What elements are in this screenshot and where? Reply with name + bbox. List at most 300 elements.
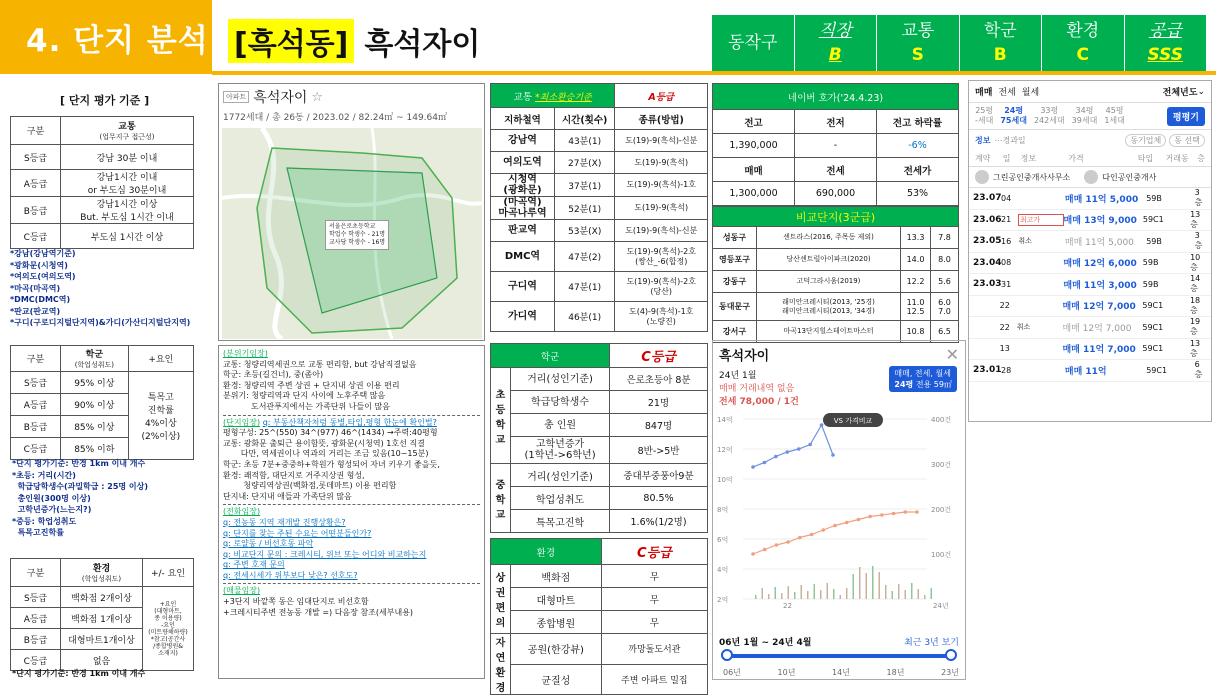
- lease-point: [786, 540, 790, 544]
- trade-chart-panel: [712, 340, 966, 680]
- table-cell: 53%: [877, 182, 959, 206]
- slider-label: 23년: [941, 668, 959, 677]
- table-cell: 90% 이상: [61, 394, 129, 416]
- table-row: [11, 587, 194, 608]
- table-row: [11, 224, 194, 249]
- list-item[interactable]: 23.07 04 매매 11억 5,000 59B 3층: [969, 188, 1211, 210]
- table-cell: 7.8: [931, 227, 959, 249]
- table-cell: 도(19)-9(흑석)-2호 (쌍산_-6(합정): [615, 242, 708, 272]
- volume-bar: [879, 572, 881, 599]
- table-cell: A등급: [615, 84, 708, 108]
- table-cell: 동대문구: [713, 293, 757, 321]
- sale-point: [774, 455, 778, 459]
- table-cell: 6.0 7.0: [931, 293, 959, 321]
- volume-bar: [931, 588, 933, 599]
- table-cell: B등급: [11, 629, 61, 650]
- sale-point: [820, 423, 824, 427]
- table-row: [491, 152, 708, 174]
- recent-3y-button[interactable]: 최근 3년 보기: [904, 638, 959, 648]
- table-cell: 전고: [713, 110, 795, 134]
- table-cell: 강남 30분 이내: [61, 145, 194, 170]
- table-row: [491, 302, 708, 332]
- table-cell: 95% 이상: [61, 372, 129, 394]
- volume-bar: [866, 573, 868, 599]
- table-cell: 부도심 1시간 이상: [61, 224, 194, 249]
- table-cell: 690,000: [795, 182, 877, 206]
- lease-point: [751, 552, 755, 556]
- table-cell: 1,300,000: [713, 182, 795, 206]
- table-cell: 마곡13단지힐스테이트마스터: [757, 321, 901, 343]
- school-criteria-table: [10, 345, 194, 460]
- lease-point: [845, 521, 849, 525]
- table-cell: 학군: [491, 344, 610, 368]
- naver-price-table: [712, 83, 959, 206]
- table-cell: S등급: [11, 372, 61, 394]
- sale-point: [831, 453, 835, 457]
- year-select[interactable]: 전체년도: [1162, 88, 1198, 98]
- cell: 교통 (업무지구 접근성): [61, 117, 194, 145]
- volume-bar: [892, 591, 894, 599]
- table-cell: 47분(1): [554, 272, 614, 302]
- table-cell: 없음: [61, 650, 143, 671]
- list-item[interactable]: 23.03 31 매매 11억 3,000 59B 14층: [969, 274, 1211, 296]
- map-view[interactable]: [222, 128, 482, 339]
- table-cell: +/- 요인: [143, 559, 194, 587]
- y-tick-label: 10억: [717, 476, 733, 484]
- volume-bar: [775, 587, 777, 599]
- section-title: 4. 단지 분석: [0, 0, 212, 74]
- compare-button[interactable]: 평평기: [1167, 107, 1205, 126]
- table-cell: 까망돌도서관: [601, 634, 707, 665]
- table-cell: B등급: [11, 416, 61, 438]
- table-cell: 은로초등아 8분: [610, 368, 708, 391]
- env-criteria-table: [10, 558, 194, 671]
- volume-bar: [833, 589, 835, 599]
- table-cell: 도(19)-9(흑석)-1호: [615, 174, 708, 197]
- table-cell: 센트라스(2016, 주목동 제외): [757, 227, 901, 249]
- table-row: [491, 272, 708, 302]
- avatar: [975, 170, 989, 184]
- table-cell: 구분: [11, 346, 61, 372]
- slider-label: 10년: [777, 668, 796, 677]
- transport-notes: *강남(강남역기준) *광화문(시청역) *여의도(여의도역) *마곡(마곡역) *DMC(DMC역) *판교(판교역) *구디(구로디지털단지역)&가디(가산디지털단지역): [10, 249, 191, 327]
- lease-label: 전세 78,000 / 1건: [719, 397, 799, 407]
- grade-bar: [712, 15, 1206, 71]
- lease-point: [892, 512, 896, 516]
- lease-point: [763, 548, 767, 552]
- table-row: [11, 145, 194, 170]
- volume-bar: [827, 583, 829, 599]
- y-tick-label: 14억: [717, 416, 733, 424]
- chip[interactable]: 동 선택: [1169, 134, 1205, 147]
- table-cell: 전세: [795, 158, 877, 182]
- table-row: [491, 588, 708, 611]
- table-cell: 80.5%: [610, 487, 708, 510]
- x-tick-label: 24년: [933, 602, 949, 609]
- table-row: [713, 271, 959, 293]
- volume-bar: [872, 566, 874, 599]
- table-cell: 37분(1): [554, 174, 614, 197]
- volume-bar: [905, 590, 907, 599]
- table-cell: 21명: [610, 391, 708, 414]
- table-cell: 자연 환경: [491, 634, 511, 695]
- size-tab[interactable]: 33평 242세대: [1033, 106, 1065, 125]
- table-cell: 상 권 편 의: [491, 565, 511, 634]
- apt-tag: 아파트: [223, 91, 249, 103]
- list-item[interactable]: 23.04 08 매매 12억 6,000 59B 10층: [969, 253, 1211, 275]
- table-cell: 6.5: [931, 321, 959, 343]
- table-cell: 847명: [610, 414, 708, 437]
- vs-button[interactable]: VS 가격비교: [833, 417, 873, 425]
- lease-point: [903, 510, 907, 514]
- volume-bar: [788, 586, 790, 599]
- list-item[interactable]: 13 매매 11억 7,000 59C1 13층: [969, 339, 1211, 361]
- table-row: [491, 565, 708, 588]
- table-cell: 전세가: [877, 158, 959, 182]
- table-cell: 학업성취도: [511, 487, 610, 510]
- table-cell: 특목고 진학률 4%이상 (2%이상): [128, 372, 193, 460]
- map-apt-name: 흑석자이: [253, 90, 308, 106]
- volume-bar: [801, 585, 803, 599]
- slider-label: 06년: [723, 668, 741, 677]
- volume-bar: [840, 595, 842, 599]
- y-tick-label: 2억: [717, 596, 729, 604]
- table-cell: 거리(성인기준): [511, 464, 610, 487]
- lease-point: [798, 536, 802, 540]
- table-cell: 14.0: [901, 249, 931, 271]
- lease-point: [821, 528, 825, 532]
- table-row: [11, 197, 194, 224]
- lease-point: [833, 524, 837, 528]
- apt-summary: 1772세대 / 총 26동 / 2023.02 / 82.24㎡ ~ 149.64㎡: [223, 113, 447, 123]
- lease-point: [868, 515, 872, 519]
- table-cell: 공원(한강뷰): [511, 634, 602, 665]
- y-tick-label: 4억: [717, 566, 729, 574]
- table-row: [11, 170, 194, 197]
- size-tab[interactable]: 24평 75세대: [1000, 106, 1027, 125]
- table-cell: 강서구: [713, 321, 757, 343]
- table-cell: A등급: [11, 394, 61, 416]
- volume-bar: [918, 589, 920, 599]
- table-cell: 강남1시간 이내 or 부도심 30분이내: [61, 170, 194, 197]
- range-label: 06년 1월 ~ 24년 4월: [719, 638, 812, 648]
- table-cell: 중대부중풍아9분: [610, 464, 708, 487]
- grade-3: 학군 B: [960, 15, 1043, 71]
- compare-table: [712, 206, 959, 343]
- table-cell: 53분(X): [554, 220, 614, 242]
- table-cell: C등급: [11, 438, 61, 460]
- table-cell: 지하철역: [491, 108, 555, 130]
- table-row: [491, 368, 708, 391]
- table-cell: C등급: [11, 650, 61, 671]
- table-row: [713, 249, 959, 271]
- volume-bar: [885, 585, 887, 599]
- table-cell: 종합병원: [511, 611, 602, 634]
- list-item[interactable]: 23.05 16 취소 매매 11억 5,000 59B 3층: [969, 231, 1211, 253]
- table-cell: 강남1시간 이상 But. 부도심 1시간 이내: [61, 197, 194, 224]
- lease-point: [915, 510, 919, 514]
- transport-table: [490, 83, 708, 332]
- table-cell: 강동구: [713, 271, 757, 293]
- table-cell: 중 학 교: [491, 464, 511, 533]
- table-cell: C등급: [11, 224, 61, 249]
- table-cell: 전고 하락률: [877, 110, 959, 134]
- chart-title: 흑석자이: [719, 349, 770, 364]
- table-row: [491, 634, 708, 665]
- table-cell: A등급: [11, 608, 61, 629]
- table-row: [491, 437, 708, 464]
- table-cell: DMC역: [491, 242, 555, 272]
- table-row: [11, 372, 194, 394]
- y2-tick-label: 300건: [931, 461, 952, 469]
- table-cell: 판교역: [491, 220, 555, 242]
- table-cell: 영등포구: [713, 249, 757, 271]
- table-row: [491, 220, 708, 242]
- tab-0[interactable]: 매매: [975, 88, 993, 98]
- apt-name: 흑석자이: [364, 27, 481, 62]
- env-table: [490, 538, 708, 695]
- table-cell: B등급: [11, 197, 61, 224]
- table-cell: 27분(X): [554, 152, 614, 174]
- table-cell: 총 인원: [511, 414, 610, 437]
- table-row: [491, 664, 708, 695]
- table-cell: 1.6%(1/2명): [610, 510, 708, 533]
- volume-bar: [911, 583, 913, 599]
- table-cell: 구분: [11, 559, 61, 587]
- table-cell: 환경 (학업성취도): [61, 559, 143, 587]
- volume-bar: [846, 588, 848, 599]
- table-row: [491, 510, 708, 533]
- table-cell: 도(19)-9(흑석): [615, 197, 708, 220]
- slider-handle-right[interactable]: [945, 649, 957, 661]
- school-notes: *단지 평가기준: 반경 1km 이내 개수 *초등: 거리(시간) 학급당학생수(과밀학급 : 25명 이상) 총인원(300명 이상) 고학년증가(느는지?) *중등: 학업성취도 특목고진학률: [12, 459, 149, 537]
- table-cell: (마곡역) 마곡나루역: [491, 197, 555, 220]
- list-item[interactable]: 22 매매 12억 7,000 59C1 18층: [969, 296, 1211, 318]
- table-cell: 대형마트1개이상: [61, 629, 143, 650]
- sale-point: [797, 447, 801, 451]
- table-cell: 가디역: [491, 302, 555, 332]
- slider-handle-left[interactable]: [721, 649, 733, 661]
- listing-panel: 매매 전세 월세 전체년도 ⌄ 25평 -세대 24평 75세대 33평 242세대 34평 39세대 45평 1세대 평평기 정보 ⋯ 경과일 동기업체 동 선택 계약 일 정보 가격 타입 거래동 층 그린공인중개사사무소 다인공인중개사 23.07 04 매매 11억 5,000 59B 3층 23.06 21 최고가 매매 13억 9,000 59C1 13층 23.05 16 취소 매매 11억 5,000 59B 3층 23.04 08 매매 12억 6,000 59B 10층 23.03 31 매매 11억 3,000 59B 14층 22 매매 12억 7,000 59C1 18층 22 취소 매매 12억 7,000 59C1 19층 13 매매 11억 7,000 59C1 13층 23.01 28 매매 11억 59C1 6층: [968, 80, 1212, 422]
- grade-0: 동작구: [712, 15, 795, 71]
- table-cell: 고덕그라시움(2019): [757, 271, 901, 293]
- y2-tick-label: 400건: [931, 416, 952, 424]
- dong-name: [흑석동]: [228, 19, 354, 63]
- table-row: [491, 464, 708, 487]
- table-cell: 시청역 (광화문): [491, 174, 555, 197]
- y-tick-label: 8억: [717, 506, 729, 514]
- school-table: [490, 343, 708, 533]
- table-row: [491, 197, 708, 220]
- volume-bar: [820, 590, 822, 599]
- table-cell: 11.0 12.5: [901, 293, 931, 321]
- volume-bar: [924, 595, 926, 599]
- table-cell: 무: [601, 588, 707, 611]
- criteria-title: [ 단지 평가 기준 ]: [60, 94, 150, 107]
- table-cell: 네이버 호가('24.4.23): [713, 84, 959, 110]
- size-tab[interactable]: 25평 -세대: [975, 106, 994, 125]
- table-cell: +요인: [128, 346, 193, 372]
- memo-panel: (분위기임장) 교통: 청량리역세권으로 교통 편리함, but 강남직결없음 학군: 초등(길건너), 중(좀아) 환경: 청량리역 주변 상권 + 단지내 상권 이용 편리 분위기: 청량리역과 단지 사이에 노후주택 많음 도서관푸지에서는 가족단위 나들이 많음 (단지임장) q: 부동산책자처럼 동별,타입,평형 한눈에 확인벌? 평형구성: 25^(550) 34^(977) 46^(1434) →주력:40평형 교통: 광화문 출퇴근 용이함뜻, 광화문(시청역) 1호선 직결 다만, 역세권이나 역과의 거리는 조금 있음(10~15분) 학군: 초등 7분+중중하+학원가 형성되어 자녀 키우기 좋을듯, 환경: 쾌적함, 대단지로 거주지상권 형성, 청량리역상권(백화점,롯데마트) 이용 편리함 단지내: 단지내 애들과 가족단위 많음 (전화임장) q: 전농동 지역 재개발 진행상황은? q: 단지를 찾는 주된 수요는 어떤분들인가? q: 로얄동 / 비선호동 파악 q: 비교단지 문의 : 크레시티, 위브 또는 어디와 비교하는지 q: 주변 호재 문의 q: 전세시세가 위부보다 낮은? 선호도? (매물임장) +3단지 바깥쪽 동은 임대단지로 비선호함 +크레시티주변 전농동 개발 =) 다음장 참조(세부내용): [218, 345, 485, 679]
- sale-point: [751, 465, 755, 469]
- no-trade-label: 매매 거래내역 없음: [719, 384, 795, 394]
- y-tick-label: 6억: [717, 536, 729, 544]
- table-cell: 학급당학생수: [511, 391, 610, 414]
- table-cell: 12.2: [901, 271, 931, 293]
- volume-bar: [781, 593, 783, 599]
- table-cell: 백화점: [511, 565, 602, 588]
- table-cell: 무: [601, 611, 707, 634]
- table-cell: 환경: [491, 539, 602, 565]
- volume-bar: [859, 567, 861, 599]
- table-cell: 주변 아파트 밀집: [601, 664, 707, 695]
- table-cell: 백화점 1개이상: [61, 608, 143, 629]
- volume-bar: [755, 595, 757, 599]
- table-cell: -6%: [877, 134, 959, 158]
- table-row: [491, 130, 708, 152]
- slider-labels: [723, 667, 959, 678]
- table-cell: 무: [601, 565, 707, 588]
- grade-5: 공급 SSS: [1147, 21, 1184, 65]
- table-cell: 전저: [795, 110, 877, 134]
- table-cell: 43분(1): [554, 130, 614, 152]
- table-cell: 당산센트럴아이파크(2020): [757, 249, 901, 271]
- sale-line: [753, 425, 833, 467]
- table-cell: 매매: [713, 158, 795, 182]
- table-cell: 85% 이하: [61, 438, 129, 460]
- table-cell: 대형마트: [511, 588, 602, 611]
- grade-4: 환경 C: [1042, 15, 1125, 71]
- table-cell: 도(4)-9(흑석)-1호 (노량진): [615, 302, 708, 332]
- sale-point: [808, 443, 812, 447]
- slider-label: 18년: [886, 668, 905, 677]
- table-cell: 학군 (학업성취도): [61, 346, 129, 372]
- table-cell: 특목고진학: [511, 510, 610, 533]
- lease-point: [857, 518, 861, 522]
- x-tick-label: 22: [783, 602, 792, 609]
- table-cell: 초 등 학 교: [491, 368, 511, 464]
- table-cell: 거리(성인기준): [511, 368, 610, 391]
- table-cell: 8반->5반: [610, 437, 708, 464]
- star-icon[interactable]: ☆: [311, 89, 324, 105]
- y2-tick-label: 200건: [931, 506, 952, 514]
- table-cell: 5.6: [931, 271, 959, 293]
- range-slider[interactable]: [727, 654, 951, 658]
- chip[interactable]: 동기업체: [1125, 134, 1166, 147]
- filter-menu[interactable]: 매매, 전세, 월세 24평 전용 59㎡: [889, 366, 957, 392]
- cell: 구분: [11, 117, 61, 145]
- lease-point: [775, 543, 779, 547]
- table-row: [491, 414, 708, 437]
- chart-period: 24년 1월: [719, 371, 757, 381]
- table-cell: 균질성: [511, 664, 602, 695]
- close-icon[interactable]: ✕: [945, 345, 959, 364]
- table-cell: 백화점 2개이상: [61, 587, 143, 608]
- table-row: [713, 227, 959, 249]
- page-title: [228, 18, 480, 64]
- volume-bar: [853, 574, 855, 599]
- table-cell: 8.0: [931, 249, 959, 271]
- grade-1: 직장 B: [795, 15, 878, 71]
- table-cell: 시간(횟수): [554, 108, 614, 130]
- table-cell: 46분(1): [554, 302, 614, 332]
- table-cell: 도(19)-9(흑석): [615, 152, 708, 174]
- table-row: [491, 487, 708, 510]
- table-row: [713, 293, 959, 321]
- tab-1[interactable]: 전세: [998, 88, 1016, 98]
- map-panel: [218, 83, 485, 341]
- avatar: [1084, 170, 1098, 184]
- volume-bar: [768, 594, 770, 599]
- size-tab[interactable]: 34평 39세대: [1071, 106, 1098, 125]
- table-cell: 10.8: [901, 321, 931, 343]
- sale-point: [785, 450, 789, 454]
- volume-bar: [762, 588, 764, 599]
- trade-chart: [713, 409, 965, 609]
- lease-point: [880, 513, 884, 517]
- lease-point: [810, 533, 814, 537]
- table-row: [491, 611, 708, 634]
- y-tick-label: 12억: [717, 446, 733, 454]
- table-row: [491, 174, 708, 197]
- sale-point: [763, 461, 767, 465]
- school-marker: 서울은로초등학교 학업수 학생수 - 21명 교사당 학생수 - 16명: [325, 220, 389, 250]
- list-item[interactable]: 23.06 21 최고가 매매 13억 9,000 59C1 13층: [969, 210, 1211, 232]
- list-item[interactable]: 23.01 28 매매 11억 59C1 6층: [969, 360, 1211, 382]
- table-cell: 52분(1): [554, 197, 614, 220]
- table-cell: 도(19)-9(흑석)-2호 (당산): [615, 272, 708, 302]
- table-cell: 비교단지(3군급): [713, 207, 959, 227]
- table-cell: S등급: [11, 587, 61, 608]
- table-cell: C등급: [601, 539, 707, 565]
- volume-bar: [814, 584, 816, 599]
- table-cell: C등급: [610, 344, 708, 368]
- table-cell: 1,390,000: [713, 134, 795, 158]
- lease-line: [753, 512, 917, 554]
- table-row: [491, 391, 708, 414]
- table-cell: 도(19)-9(흑석)-신분: [615, 130, 708, 152]
- volume-bar: [794, 592, 796, 599]
- volume-bar: [807, 591, 809, 599]
- volume-bar: [898, 584, 900, 599]
- table-cell: 고학년증가 (1학년->6학년): [511, 437, 610, 464]
- table-cell: 교통 *최소환승기준: [491, 84, 615, 108]
- chevron-down-icon: ⌄: [1197, 86, 1205, 97]
- tab-2[interactable]: 월세: [1021, 88, 1040, 98]
- table-cell: 여의도역: [491, 152, 555, 174]
- grade-2: 교통 S: [877, 15, 960, 71]
- slider-label: 14년: [832, 668, 850, 677]
- list-item[interactable]: 22 취소 매매 12억 7,000 59C1 19층: [969, 317, 1211, 339]
- y2-tick-label: 100건: [931, 551, 952, 559]
- env-notes: *단지 평가기준: 반경 1km 이내 개수: [12, 669, 146, 678]
- table-cell: +요인 (대형마트, 종 이용량) -요인 (미트량해하량) *참고(공간사 /종합병원& 소재지): [143, 587, 194, 671]
- table-cell: 85% 이상: [61, 416, 129, 438]
- table-cell: 13.3: [901, 227, 931, 249]
- table-cell: 도(19)-9(흑석)-신분: [615, 220, 708, 242]
- table-cell: -: [795, 134, 877, 158]
- table-cell: 성동구: [713, 227, 757, 249]
- table-cell: S등급: [11, 145, 61, 170]
- table-cell: 구디역: [491, 272, 555, 302]
- table-cell: 종류(방법): [615, 108, 708, 130]
- transport-criteria-table: [10, 116, 194, 249]
- size-tab[interactable]: 45평 1세대: [1104, 106, 1125, 125]
- table-cell: 래미안크레시티(2013, '25경) 래미안크레시티(2013, '34경): [757, 293, 901, 321]
- table-cell: A등급: [11, 170, 61, 197]
- header-underline: [212, 71, 1216, 75]
- table-cell: 강남역: [491, 130, 555, 152]
